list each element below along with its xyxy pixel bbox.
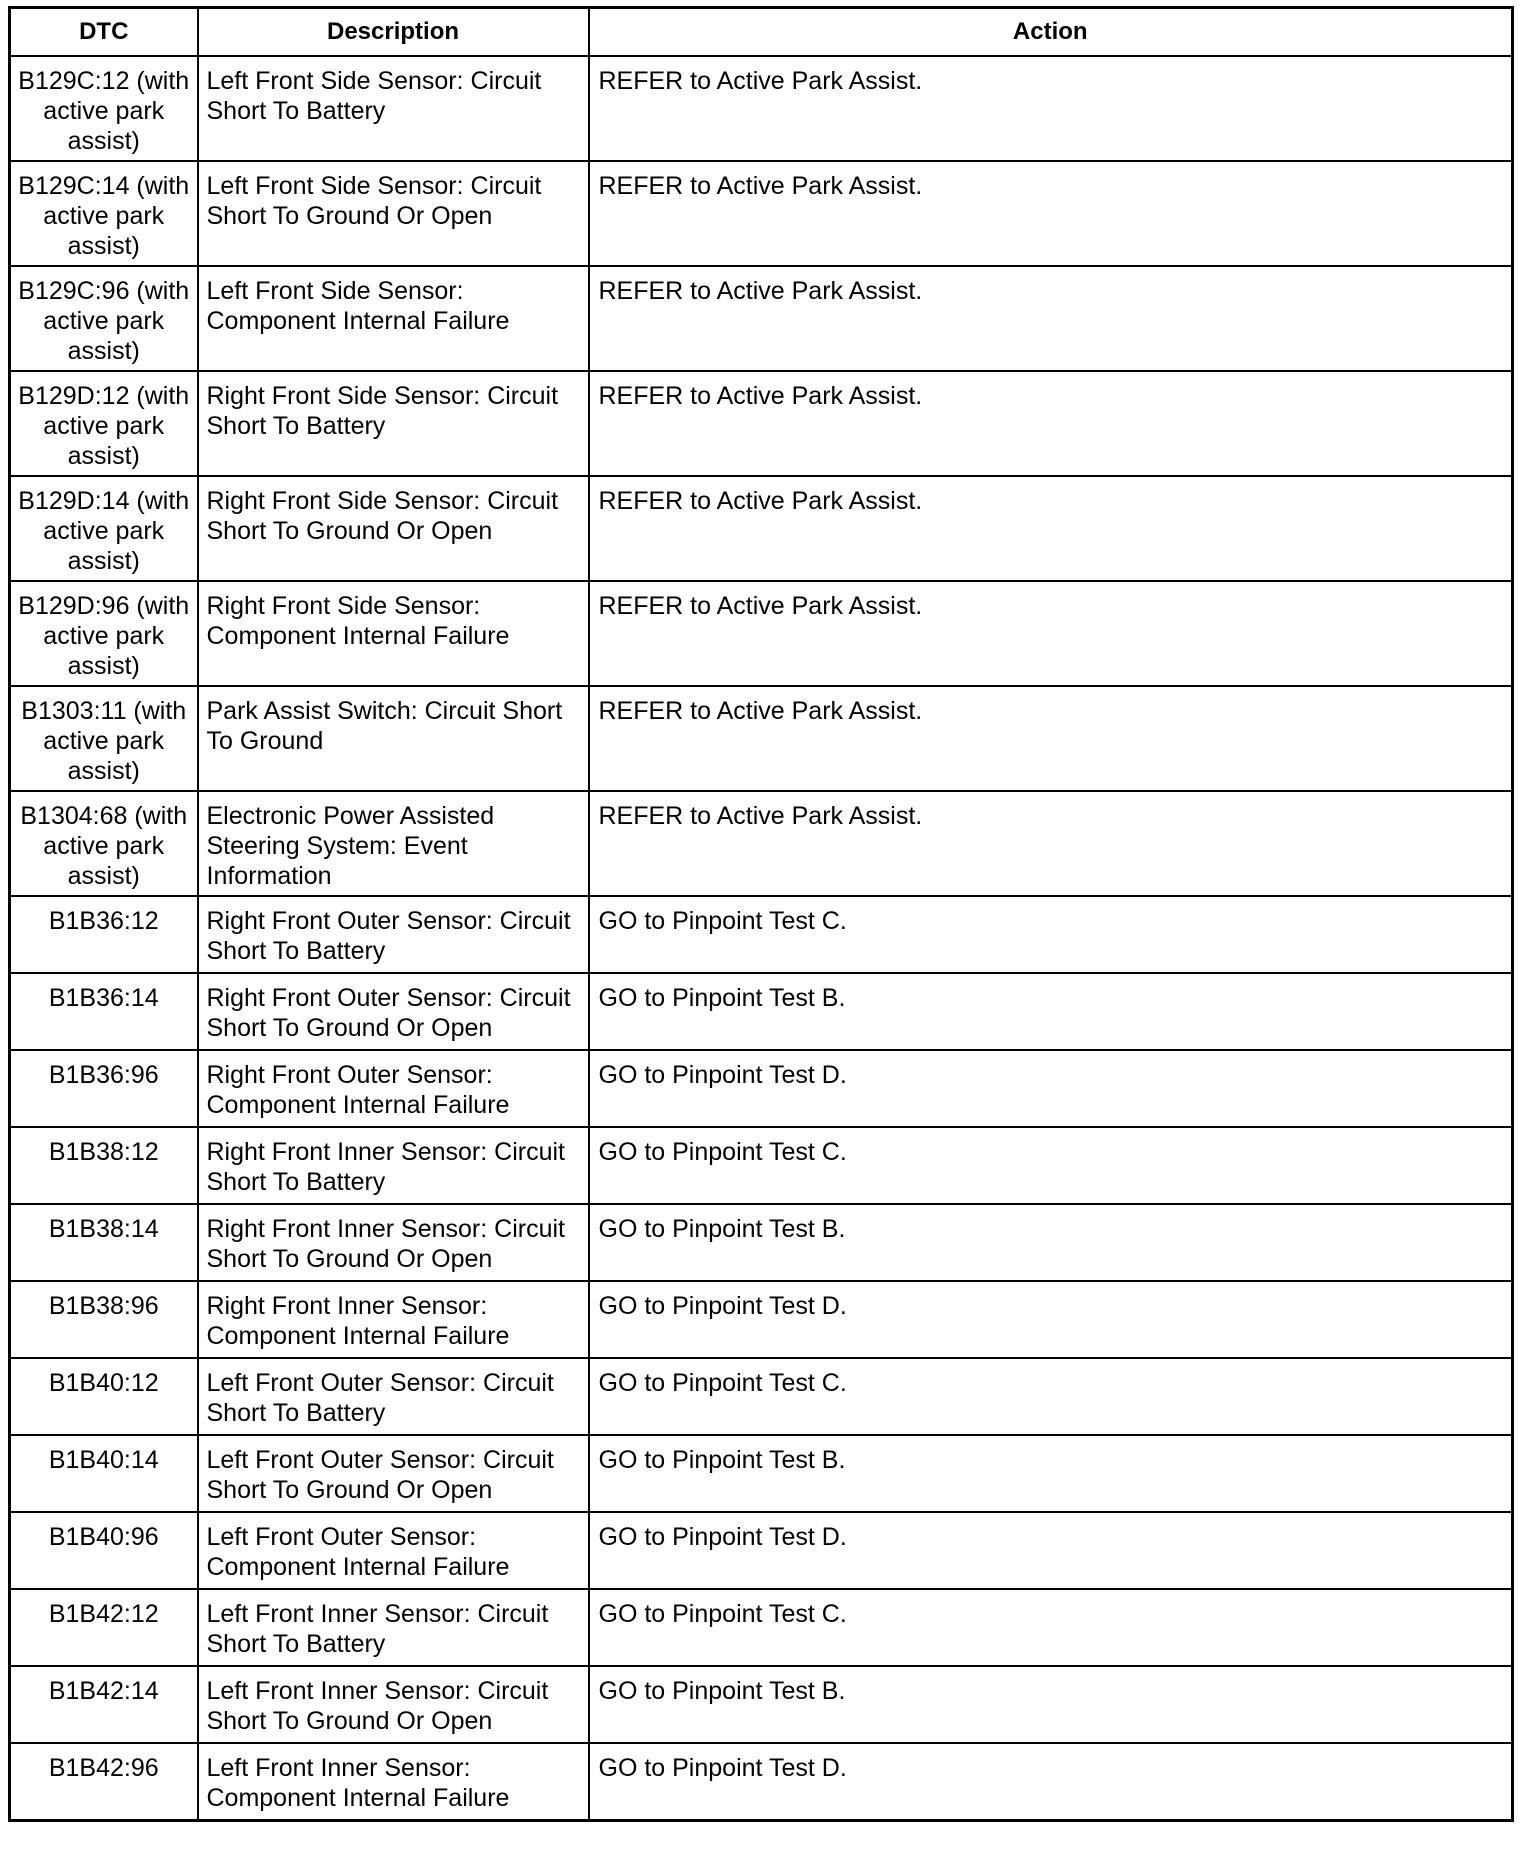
- dtc-code: B129D:96 (with active park assist): [10, 581, 198, 686]
- table-body: [10, 56, 1513, 1820]
- table-row: [10, 1589, 1513, 1666]
- dtc-description: Left Front Outer Sensor: Circuit Short To Battery: [198, 1358, 589, 1435]
- dtc-action: REFER to Active Park Assist.: [589, 791, 1513, 896]
- dtc-table: [8, 6, 1514, 1822]
- table-row: [10, 791, 1513, 896]
- dtc-code: B1303:11 (with active park assist): [10, 686, 198, 791]
- table-header: [10, 8, 1513, 57]
- dtc-action: GO to Pinpoint Test D.: [589, 1743, 1513, 1820]
- table-row: [10, 476, 1513, 581]
- table-row: [10, 896, 1513, 973]
- dtc-description: Right Front Outer Sensor: Circuit Short To Battery: [198, 896, 589, 973]
- dtc-description: Left Front Outer Sensor: Component Internal Failure: [198, 1512, 589, 1589]
- dtc-description: Right Front Outer Sensor: Component Internal Failure: [198, 1050, 589, 1127]
- dtc-code: B1B38:14: [10, 1204, 198, 1281]
- table-row: [10, 581, 1513, 686]
- dtc-action: GO to Pinpoint Test C.: [589, 1589, 1513, 1666]
- dtc-code: B1B40:14: [10, 1435, 198, 1512]
- dtc-description: Left Front Inner Sensor: Circuit Short To Ground Or Open: [198, 1666, 589, 1743]
- dtc-code: B129D:14 (with active park assist): [10, 476, 198, 581]
- dtc-code: B129C:12 (with active park assist): [10, 56, 198, 161]
- dtc-description: Left Front Side Sensor: Circuit Short To Ground Or Open: [198, 161, 589, 266]
- dtc-action: GO to Pinpoint Test C.: [589, 1127, 1513, 1204]
- dtc-description: Left Front Side Sensor: Circuit Short To Battery: [198, 56, 589, 161]
- dtc-description: Left Front Inner Sensor: Circuit Short To Battery: [198, 1589, 589, 1666]
- dtc-action: REFER to Active Park Assist.: [589, 56, 1513, 161]
- dtc-code: B1B42:12: [10, 1589, 198, 1666]
- table-row: [10, 371, 1513, 476]
- dtc-description: Right Front Inner Sensor: Component Internal Failure: [198, 1281, 589, 1358]
- dtc-code: B1B42:14: [10, 1666, 198, 1743]
- dtc-action: GO to Pinpoint Test B.: [589, 1666, 1513, 1743]
- table-row: [10, 1050, 1513, 1127]
- dtc-document-page: [8, 6, 1511, 1822]
- table-row: [10, 266, 1513, 371]
- dtc-action: REFER to Active Park Assist.: [589, 371, 1513, 476]
- dtc-action: GO to Pinpoint Test B.: [589, 973, 1513, 1050]
- dtc-code: B1304:68 (with active park assist): [10, 791, 198, 896]
- dtc-description: Left Front Outer Sensor: Circuit Short To Ground Or Open: [198, 1435, 589, 1512]
- dtc-code: B1B36:14: [10, 973, 198, 1050]
- dtc-code: B129D:12 (with active park assist): [10, 371, 198, 476]
- header-dtc: DTC: [10, 8, 198, 57]
- dtc-description: Right Front Inner Sensor: Circuit Short To Battery: [198, 1127, 589, 1204]
- dtc-action: GO to Pinpoint Test C.: [589, 896, 1513, 973]
- dtc-action: REFER to Active Park Assist.: [589, 686, 1513, 791]
- table-row: [10, 1666, 1513, 1743]
- dtc-description: Electronic Power Assisted Steering System: Event Information: [198, 791, 589, 896]
- dtc-action: REFER to Active Park Assist.: [589, 161, 1513, 266]
- dtc-code: B129C:96 (with active park assist): [10, 266, 198, 371]
- dtc-description: Right Front Outer Sensor: Circuit Short To Ground Or Open: [198, 973, 589, 1050]
- dtc-description: Right Front Side Sensor: Circuit Short To Ground Or Open: [198, 476, 589, 581]
- dtc-code: B1B38:12: [10, 1127, 198, 1204]
- dtc-description: Right Front Side Sensor: Component Internal Failure: [198, 581, 589, 686]
- table-row: [10, 1358, 1513, 1435]
- dtc-description: Left Front Side Sensor: Component Internal Failure: [198, 266, 589, 371]
- header-row: [10, 8, 1513, 57]
- table-row: [10, 161, 1513, 266]
- header-action: Action: [589, 8, 1513, 57]
- table-row: [10, 1435, 1513, 1512]
- table-row: [10, 973, 1513, 1050]
- dtc-action: REFER to Active Park Assist.: [589, 476, 1513, 581]
- dtc-action: GO to Pinpoint Test D.: [589, 1512, 1513, 1589]
- table-row: [10, 1743, 1513, 1820]
- table-row: [10, 56, 1513, 161]
- dtc-code: B1B42:96: [10, 1743, 198, 1820]
- dtc-code: B1B36:96: [10, 1050, 198, 1127]
- dtc-action: GO to Pinpoint Test B.: [589, 1435, 1513, 1512]
- dtc-code: B1B38:96: [10, 1281, 198, 1358]
- dtc-description: Right Front Side Sensor: Circuit Short To Battery: [198, 371, 589, 476]
- dtc-code: B1B40:96: [10, 1512, 198, 1589]
- dtc-action: GO to Pinpoint Test D.: [589, 1050, 1513, 1127]
- dtc-action: GO to Pinpoint Test B.: [589, 1204, 1513, 1281]
- dtc-description: Left Front Inner Sensor: Component Internal Failure: [198, 1743, 589, 1820]
- dtc-action: REFER to Active Park Assist.: [589, 266, 1513, 371]
- dtc-description: Park Assist Switch: Circuit Short To Ground: [198, 686, 589, 791]
- table-row: [10, 1127, 1513, 1204]
- dtc-description: Right Front Inner Sensor: Circuit Short To Ground Or Open: [198, 1204, 589, 1281]
- header-description: Description: [198, 8, 589, 57]
- table-row: [10, 686, 1513, 791]
- dtc-code: B129C:14 (with active park assist): [10, 161, 198, 266]
- dtc-action: REFER to Active Park Assist.: [589, 581, 1513, 686]
- dtc-code: B1B36:12: [10, 896, 198, 973]
- dtc-code: B1B40:12: [10, 1358, 198, 1435]
- dtc-action: GO to Pinpoint Test D.: [589, 1281, 1513, 1358]
- table-row: [10, 1281, 1513, 1358]
- table-row: [10, 1204, 1513, 1281]
- dtc-action: GO to Pinpoint Test C.: [589, 1358, 1513, 1435]
- table-row: [10, 1512, 1513, 1589]
